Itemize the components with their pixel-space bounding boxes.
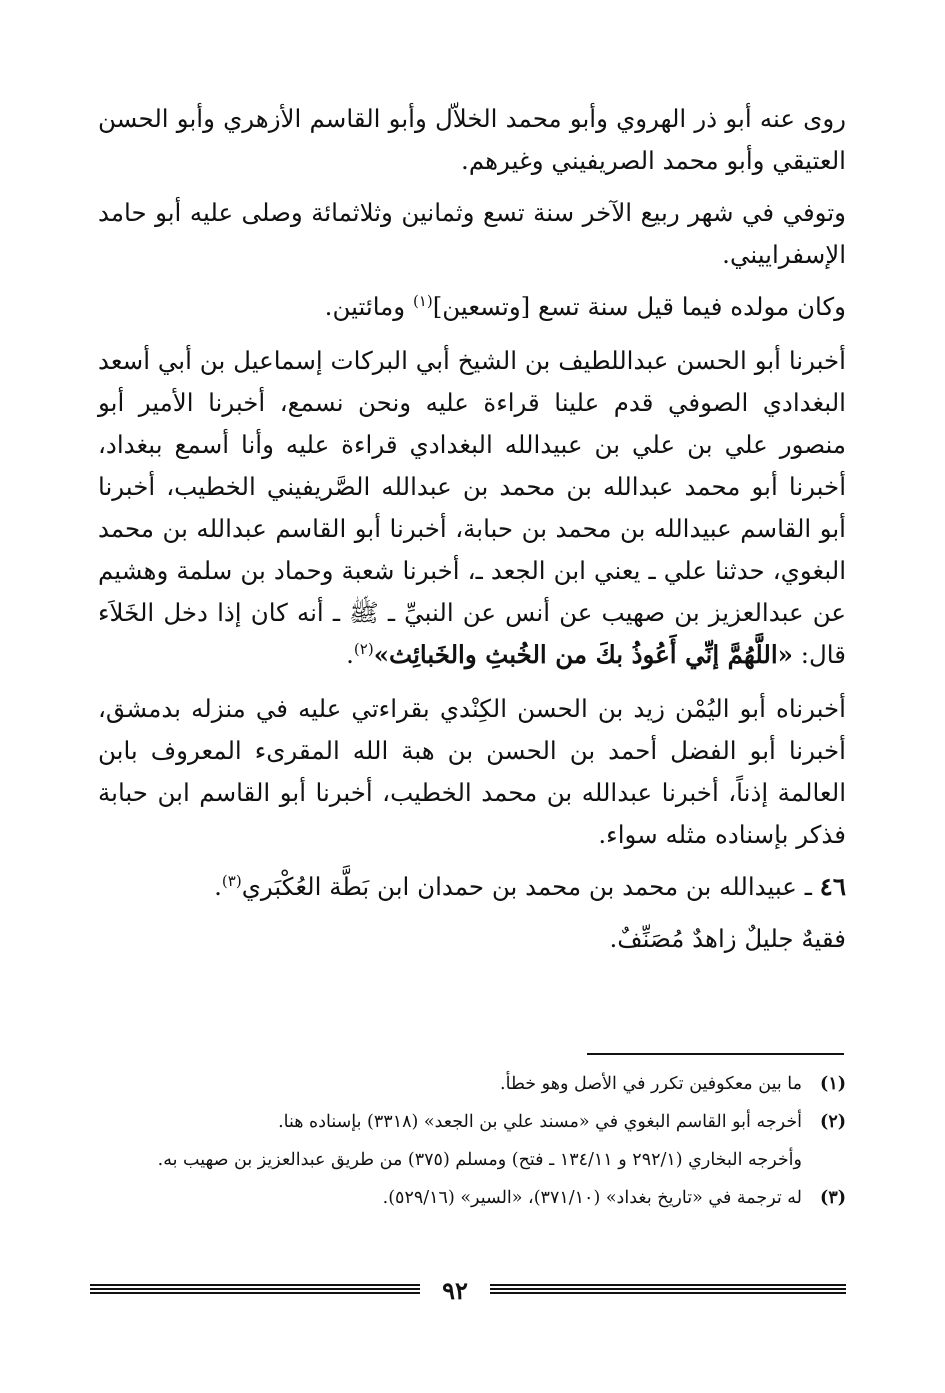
death-text: وتوفي في شهر ربيع الآخر سنة تسع وثمانين وثلاثمائة وصلى عليه أبو حامد الإسفراييني.	[98, 198, 846, 269]
footnote-text: ما بين معكوفين تكرر في الأصل وهو خطأ.	[500, 1074, 802, 1094]
footnote-ref-2[interactable]: (٢)	[353, 639, 374, 658]
paragraph-isnad-1	[98, 340, 846, 676]
hadith-quote: «اللَّهُمَّ إنِّي أَعُوذُ بكَ من الخُبثِ والخَبائِث»	[373, 640, 793, 669]
paragraph-isnad-2	[98, 688, 846, 856]
entry-end: .	[214, 872, 222, 901]
footnote-2-continuation: وأخرجه البخاري (٢٩٢/١ و ١٣٤/١١ ـ فتح) ومسلم (٣٧٥) من طريق عبدالعزيز بن صهيب به.	[157, 1150, 802, 1170]
entry-number: ٤٦	[819, 872, 846, 901]
isnad-end: .	[346, 640, 354, 669]
paragraph-description	[98, 918, 846, 960]
paragraph-death	[98, 192, 846, 276]
footnote-1	[98, 1066, 846, 1102]
footnote-number: (٢)	[820, 1112, 846, 1132]
isnad-text: أخبرنا أبو الحسن عبداللطيف بن الشيخ أبي البركات إسماعيل بن أبي أسعد البغدادي الصوفي قدم علينا قراءة عليه ونحن نسمع، أخبرنا الأمير أبو منصور علي بن علي بن عبيدالله البغدادي قراءة عليه وأنا أسمع ببغداد، أخبرنا أبو محمد عبدالله بن محمد بن عبدالله الصَّريفيني الخطيب، أخبرنا أبو القاسم عبيدالله بن محمد بن حبابة، أخبرنا أبو القاسم عبدالله بن محمد البغوي، حدثنا علي ـ يعني ابن الجعد ـ، أخبرنا شعبة وحماد بن سلمة وهشيم عن عبدالعزيز بن صهيب عن أنس عن النبيِّ ـ ﷺ ـ أنه كان إذا دخل الخَلاَء قال:	[98, 346, 846, 669]
page-footer	[0, 1276, 945, 1306]
footnote-2	[98, 1104, 846, 1140]
page-number: ٩٢	[442, 1276, 468, 1305]
birth-text-end: ومائتين.	[324, 292, 413, 321]
birth-text: وكان مولده فيما قيل سنة تسع [وتسعين]	[432, 292, 846, 321]
entry-heading	[98, 866, 846, 908]
narrators-text: روى عنه أبو ذر الهروي وأبو محمد الخلاّل وأبو القاسم الأزهري وأبو الحسن العتيقي وأبو محمد الصريفيني وغيرهم.	[98, 104, 846, 175]
isnad-2-text: أخبرناه أبو اليُمْن زيد بن الحسن الكِنْدي بقراءتي عليه في منزله بدمشق، أخبرنا أبو الفضل أحمد بن الحسن بن هبة الله المقرىء المعروف بابن العالمة إذناً، أخبرنا عبدالله بن محمد الخطيب، أخبرنا أبو القاسم ابن حبابة فذكر بإسناده مثله سواء.	[98, 694, 846, 849]
paragraph-birth	[98, 286, 846, 328]
description-text: فقيهٌ جليلٌ زاهدٌ مُصَنِّفٌ.	[609, 924, 846, 953]
footnote-separator	[587, 1053, 844, 1055]
paragraph-narrators	[98, 98, 846, 182]
footnote-3	[98, 1180, 846, 1216]
footnote-text: له ترجمة في «تاريخ بغداد» (٣٧١/١٠)، «السير» (٥٢٩/١٦).	[382, 1188, 802, 1208]
page-body	[98, 98, 846, 972]
footer-rule-right	[490, 1284, 846, 1298]
entry-name: ـ عبيدالله بن محمد بن محمد بن حمدان ابن بَطَّة العُكْبَري	[241, 872, 820, 901]
footnote-ref-3[interactable]: (٣)	[221, 871, 242, 890]
footnote-number: (٣)	[820, 1188, 846, 1208]
footer-rule-left	[90, 1284, 420, 1298]
footnote-text: أخرجه أبو القاسم البغوي في «مسند علي بن الجعد» (٣٣١٨) بإسناده هنا.	[278, 1112, 802, 1132]
footnote-ref-1[interactable]: (١)	[412, 291, 433, 310]
footnotes	[98, 1066, 846, 1218]
footnote-number: (١)	[820, 1074, 846, 1094]
